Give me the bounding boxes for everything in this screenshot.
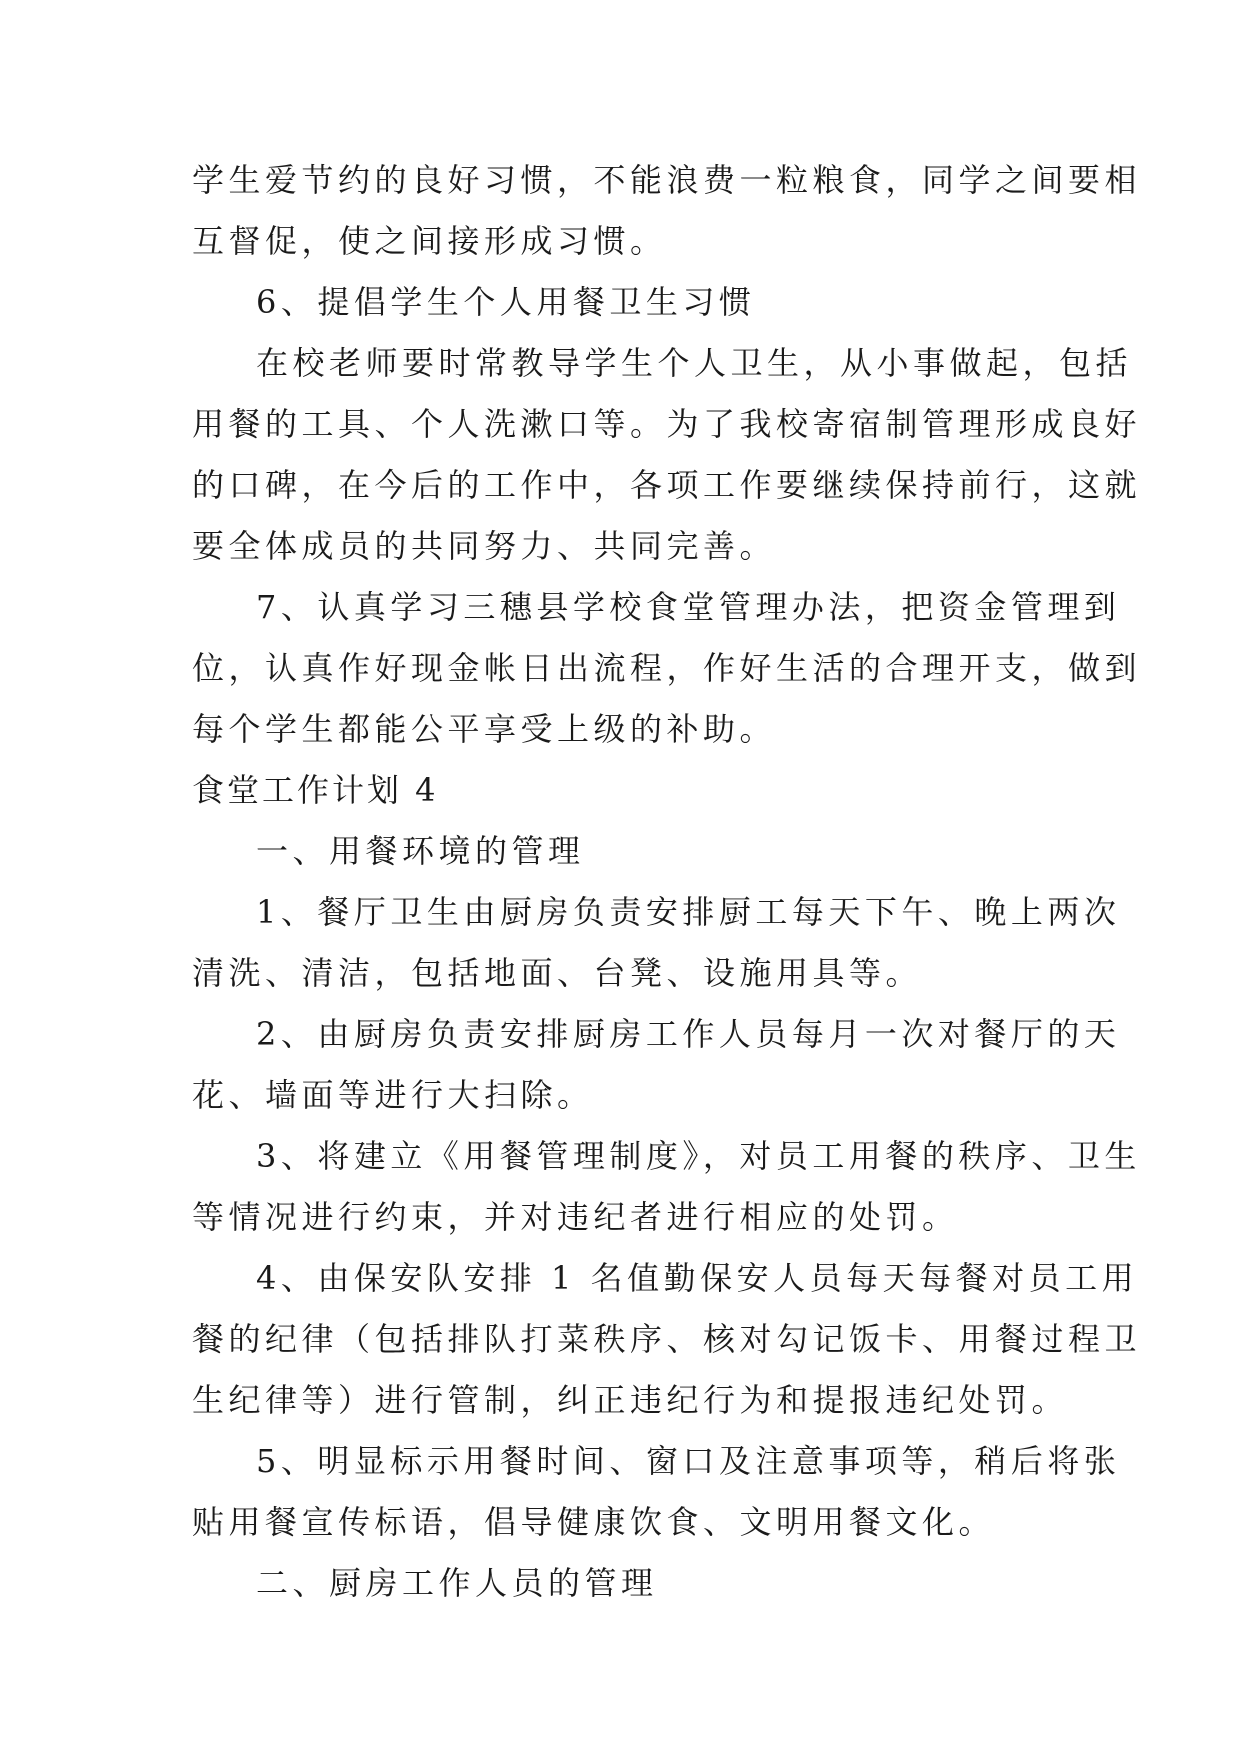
text-line: 的口碑，在今后的工作中，各项工作要继续保持前行，这就 bbox=[192, 466, 1142, 504]
text-line: 互督促，使之间接形成习惯。 bbox=[192, 222, 667, 260]
text-line: 等情况进行约束，并对违纪者进行相应的处罚。 bbox=[192, 1198, 959, 1236]
text-line: 位，认真作好现金帐日出流程，作好生活的合理开支，做到 bbox=[192, 649, 1142, 687]
text-line: 1、餐厅卫生由厨房负责安排厨工每天下午、晚上两次 bbox=[256, 893, 1121, 931]
text-line: 在校老师要时常教导学生个人卫生，从小事做起，包括 bbox=[256, 344, 1133, 382]
text-line: 5、明显标示用餐时间、窗口及注意事项等，稍后将张 bbox=[256, 1442, 1121, 1480]
text-line: 生纪律等）进行管制，纠正违纪行为和提报违纪处罚。 bbox=[192, 1381, 1069, 1419]
text-line: 学生爱节约的良好习惯，不能浪费一粒粮食，同学之间要相 bbox=[192, 161, 1142, 199]
text-line: 要全体成员的共同努力、共同完善。 bbox=[192, 527, 777, 565]
text-line: 花、墙面等进行大扫除。 bbox=[192, 1076, 594, 1114]
text-line: 贴用餐宣传标语，倡导健康饮食、文明用餐文化。 bbox=[192, 1503, 996, 1541]
text-line: 2、由厨房负责安排厨房工作人员每月一次对餐厅的天 bbox=[256, 1015, 1121, 1053]
section-title: 食堂工作计划 4 bbox=[192, 771, 439, 809]
text-line: 4、由保安队安排 1 名值勤保安人员每天每餐对员工用 bbox=[256, 1259, 1139, 1297]
text-line: 7、认真学习三穗县学校食堂管理办法，把资金管理到 bbox=[256, 588, 1121, 626]
text-line: 清洗、清洁，包括地面、台凳、设施用具等。 bbox=[192, 954, 923, 992]
section-heading: 二、厨房工作人员的管理 bbox=[256, 1564, 658, 1602]
text-line: 餐的纪律（包括排队打菜秩序、核对勾记饭卡、用餐过程卫 bbox=[192, 1320, 1142, 1358]
text-line: 每个学生都能公平享受上级的补助。 bbox=[192, 710, 777, 748]
section-heading: 一、用餐环境的管理 bbox=[256, 832, 585, 870]
text-line: 用餐的工具、个人洗漱口等。为了我校寄宿制管理形成良好 bbox=[192, 405, 1142, 443]
text-line: 6、提倡学生个人用餐卫生习惯 bbox=[256, 283, 756, 321]
text-line: 3、将建立《用餐管理制度》，对员工用餐的秩序、卫生 bbox=[256, 1137, 1141, 1175]
document-page bbox=[192, 150, 1142, 1614]
